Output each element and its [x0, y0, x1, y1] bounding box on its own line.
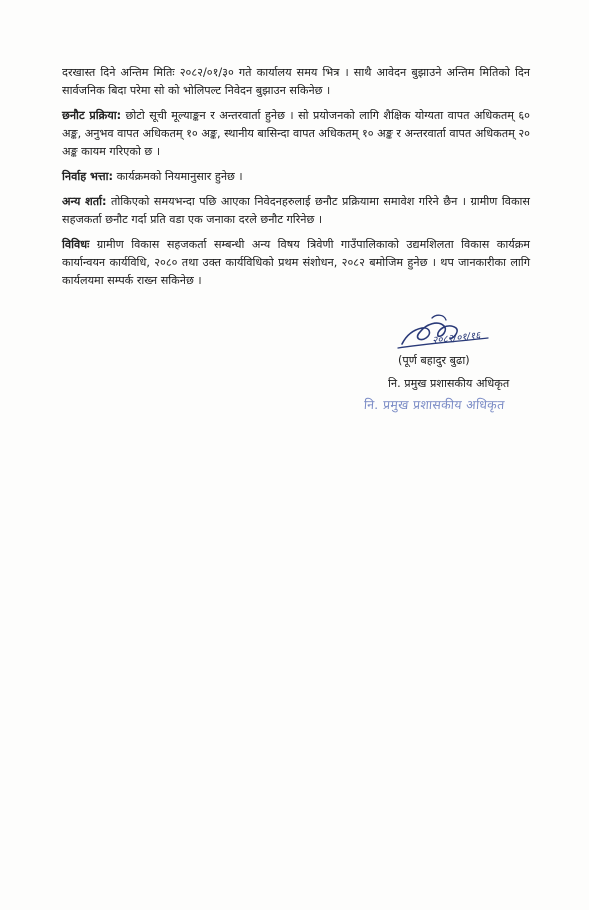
other-conditions-label: अन्य शर्ता:	[62, 195, 107, 208]
miscellaneous-paragraph	[62, 236, 530, 290]
other-conditions-paragraph	[62, 193, 530, 229]
miscellaneous-label: विविधः	[62, 238, 90, 251]
selection-process-label: छनौट प्रक्रिया:	[62, 109, 122, 122]
deadline-paragraph	[62, 64, 530, 100]
miscellaneous-text: ग्रामीण विकास सहजकर्ता सम्बन्धी अन्य विषय त्रिवेणी गाउँपालिकाको उद्यमशिलता विकास कार्यक्रम कार्यान्वयन कार्यविधि, २०८० तथा उक्त कार्यविधिको प्रथम संशोधन, २०८२ बमोजिम हुनेछ । थप जानकारीका लागि कार्यलयमा सम्पर्क राख्न सकिनेछ ।	[62, 238, 530, 287]
signer-name: (पूर्ण बहादुर बुढा)	[398, 354, 470, 367]
signer-title: नि. प्रमुख प्रशासकीय अधिकृत	[388, 377, 510, 390]
selection-process-paragraph	[62, 107, 530, 161]
deadline-text: दरखास्त दिने अन्तिम मितिः २०८२/०१/३० गते कार्यालय समय भित्र । साथै आवेदन बुझाउने अन्तिम मितिको दिन सार्वजनिक बिदा परेमा सो को भोलिपल्ट निवेदन बुझाउन सकिनेछ ।	[62, 66, 530, 97]
allowance-text: कार्यक्रमको नियमानुसार हुनेछ ।	[113, 170, 243, 183]
notice-body	[62, 64, 530, 297]
allowance-paragraph	[62, 168, 530, 186]
allowance-label: निर्वाह भत्ता:	[62, 170, 114, 183]
official-stamp: नि. प्रमुख प्रशासकीय अधिकृत	[363, 397, 506, 412]
signature-block	[360, 308, 560, 428]
selection-process-text: छोटो सूची मूल्याङ्कन र अन्तरवार्ता हुनेछ । सो प्रयोजनको लागि शैक्षिक योग्यता वापत अधिकतम् ६० अङ्क, अनुभव वापत अधिकतम् १० अङ्क, स्थानीय बासिन्दा वापत अधिकतम् १० अङ्क र अन्तरवार्ता वापत अधिकतम् २० अङ्क कायम गरिएको छ ।	[62, 109, 530, 158]
other-conditions-text: तोकिएको समयभन्दा पछि आएका निवेदनहरुलाई छनौट प्रक्रियामा समावेश गरिने छैन । ग्रामीण विकास सहजकर्ता छनौट गर्दा प्रति वडा एक जनाका दरले छनौट गरिनेछ ।	[62, 195, 530, 226]
signature-date: २०८२/०१/१६	[431, 330, 481, 347]
